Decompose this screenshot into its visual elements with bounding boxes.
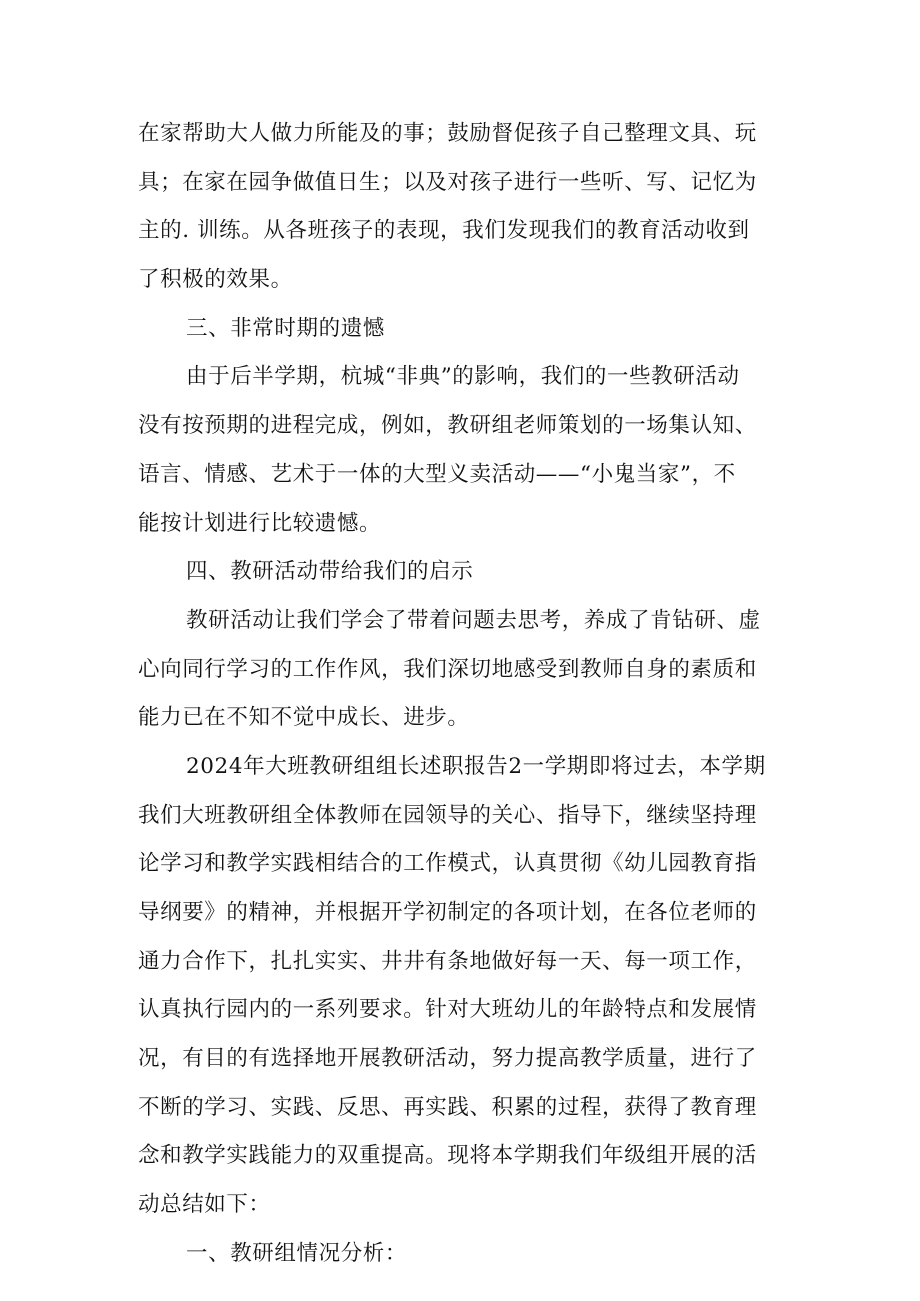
paragraph-line: 具；在家在园争做值日生；以及对孩子进行一些听、写、记忆为 bbox=[138, 169, 757, 195]
paragraph-line: 心向同行学习的工作作风，我们深切地感受到教师自身的素质和 bbox=[138, 656, 757, 682]
paragraph-line: 动总结如下： bbox=[138, 1192, 271, 1218]
paragraph-line: 没有按预期的进程完成，例如，教研组老师策划的一场集认知、 bbox=[138, 413, 757, 439]
paragraph-line: 念和教学实践能力的双重提高。现将本学期我们年级组开展的活 bbox=[138, 1143, 757, 1169]
paragraph-line: 我们大班教研组全体教师在园领导的关心、指导下，继续坚持理 bbox=[138, 802, 757, 828]
paragraph-first-line: 2024年大班教研组组长述职报告2一学期即将过去，本学期 bbox=[186, 753, 766, 779]
paragraph-line: 能按计划进行比较遗憾。 bbox=[138, 510, 382, 536]
paragraph-line: 了积极的效果。 bbox=[138, 267, 293, 293]
document-body bbox=[138, 110, 798, 1279]
paragraph-line: 不断的学习、实践、反思、再实践、积累的过程，获得了教育理 bbox=[138, 1094, 757, 1120]
paragraph-line: 通力合作下，扎扎实实、井井有条地做好每一天、每一项工作， bbox=[138, 948, 757, 974]
paragraph-line: 导纲要》的精神，并根据开学初制定的各项计划，在各位老师的 bbox=[138, 900, 757, 925]
paragraph-first-line: 由于后半学期，杭城“非典”的影响，我们的一些教研活动 bbox=[186, 364, 740, 390]
paragraph-line: 主的. 训练。从各班孩子的表现，我们发现我们的教育活动收到 bbox=[138, 218, 750, 244]
paragraph-first-line: 一、教研组情况分析： bbox=[186, 1240, 408, 1266]
paragraph-line: 能力已在不知不觉中成长、进步。 bbox=[138, 705, 470, 731]
paragraph-line: 况，有目的有选择地开展教研活动，努力提高教学质量，进行了 bbox=[138, 1046, 757, 1072]
paragraph-first-line: 四、教研活动带给我们的启示 bbox=[186, 559, 474, 585]
paragraph-first-line: 三、非常时期的遗憾 bbox=[186, 315, 385, 341]
paragraph-line: 认真执行园内的一系列要求。针对大班幼儿的年龄特点和发展情 bbox=[138, 997, 757, 1023]
paragraph-line: 语言、情感、艺术于一体的大型义卖活动——“小鬼当家”，不 bbox=[138, 461, 736, 487]
paragraph-first-line: 教研活动让我们学会了带着问题去思考，养成了肯钻研、虚 bbox=[186, 607, 761, 633]
paragraph-line: 论学习和教学实践相结合的工作模式，认真贯彻《幼儿园教育指 bbox=[138, 851, 757, 877]
paragraph-line: 在家帮助大人做力所能及的事；鼓励督促孩子自己整理文具、玩 bbox=[138, 121, 757, 146]
